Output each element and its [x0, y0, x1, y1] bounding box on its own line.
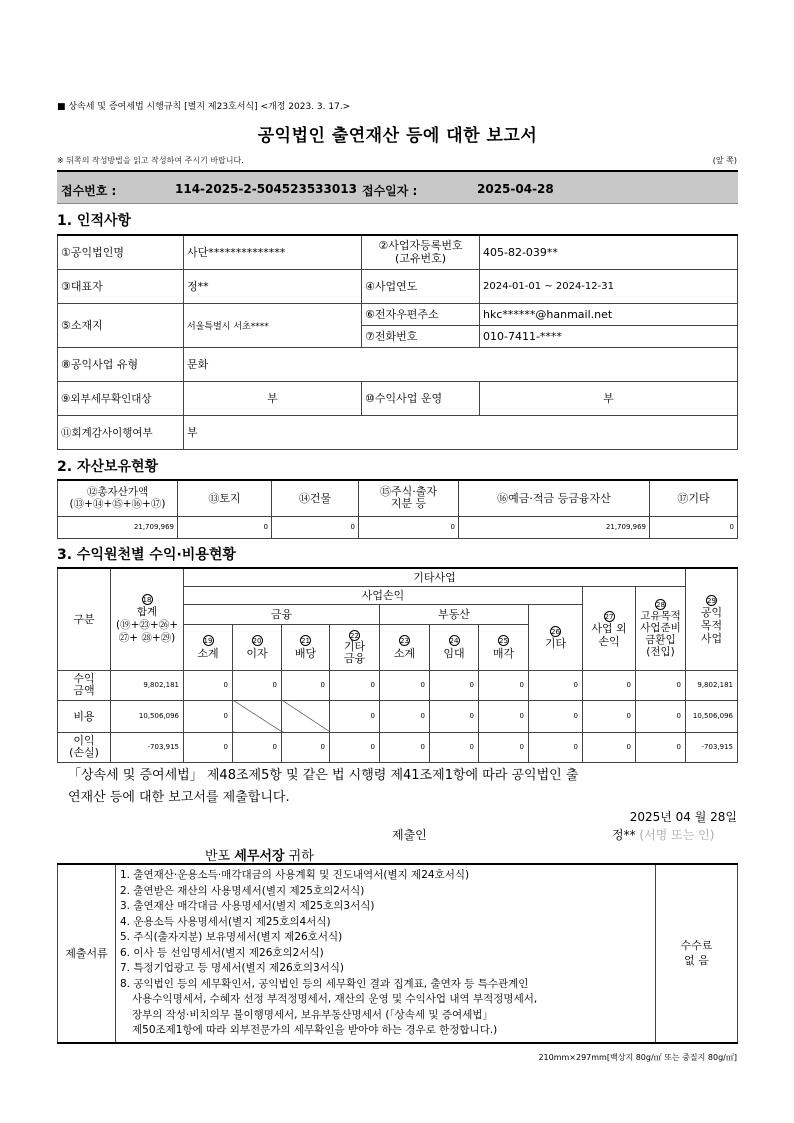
fee-cell: 수수료 없 음: [656, 864, 738, 1043]
address-label: ⑤소재지: [58, 303, 184, 347]
interest-header: 20 이자: [233, 624, 282, 670]
reserve-header: 28 고유목적 사업준비 금환입 (전입): [636, 586, 686, 670]
profit-public: -703,915: [686, 732, 738, 762]
expense-total: 10,506,096: [111, 700, 184, 732]
form-rule: ■ 상속세 및 증여세법 시행규칙 [별지 제23호서식] <개정 2023. 3. 17.>: [57, 102, 351, 112]
building-header: ⑭건물: [272, 480, 359, 516]
profit-cell: 0: [380, 732, 430, 762]
org-name-value: 사단**************: [184, 235, 362, 269]
email-label: ⑥전자우편주소: [362, 303, 480, 325]
document-item: 5. 주식(출자지분) 보유명세서(별지 제26호서식): [120, 931, 343, 943]
rep-label: ③대표자: [58, 269, 184, 303]
revenue-row-label: 수익 금액: [58, 670, 111, 700]
external-check-value: 부: [184, 381, 362, 415]
gubun-header: 구분: [58, 568, 111, 670]
profit-cell: 0: [330, 732, 380, 762]
revenue-cell: 0: [282, 670, 330, 700]
other-business-header: 기타사업: [184, 568, 686, 586]
audit-value: 부: [184, 415, 738, 449]
finance-header: 금융: [184, 604, 380, 624]
phone-label: ⑦전화번호: [362, 325, 480, 347]
revenue-cell: 0: [184, 670, 233, 700]
document-item: 제50조제1항에 따라 외부전문가의 세무확인을 받아야 하는 경우로 한정합니다.): [132, 1024, 498, 1036]
revenue-cell: 0: [430, 670, 479, 700]
revenue-total: 9,802,181: [111, 670, 184, 700]
page-side-label: (앞 쪽): [712, 156, 737, 165]
revenue-cell: 0: [583, 670, 636, 700]
profit-cell: 0: [184, 732, 233, 762]
biz-no-label: ②사업자등록번호 (고유번호): [362, 235, 480, 269]
profit-cell: 0: [282, 732, 330, 762]
document-item: 6. 이사 등 선임명세서(별지 제26호의2서식): [120, 946, 324, 959]
profit-cell: 0: [636, 732, 686, 762]
recipient-office: 세무서장: [234, 849, 285, 864]
biz-no-value: 405-82-039**: [480, 235, 738, 269]
documents-table: [57, 863, 738, 1044]
expense-cell: 0: [583, 700, 636, 732]
receipt-date-label: 접수일자 :: [362, 184, 418, 198]
submit-date: 2025년 04 월 28일: [629, 810, 737, 824]
document-item: 장부의 작성·비치의무 불이행명세서, 보유부동산명세서 (「상속세 및 증여세법」: [132, 1008, 493, 1021]
financial-assets-header: ⑯예금·적금 등금융자산: [459, 480, 650, 516]
income-table: [57, 567, 738, 763]
sale-header: 25 매각: [479, 624, 529, 670]
total-assets-value: 21,709,969: [58, 516, 178, 538]
submitter: [612, 826, 714, 843]
recipient-suffix: 귀하: [288, 849, 314, 864]
address-value: 서울특별시 서초****: [184, 303, 362, 347]
fiscal-year-value: 2024-01-01 ~ 2024-12-31: [480, 269, 738, 303]
building-value: 0: [272, 516, 359, 538]
rep-value: 정**: [184, 269, 362, 303]
profit-biz-label: ⑩수익사업 운영: [362, 381, 480, 415]
land-header: ⑬토지: [178, 480, 272, 516]
profit-cell: 0: [583, 732, 636, 762]
expense-cell: 0: [430, 700, 479, 732]
expense-cell: 0: [184, 700, 233, 732]
document-item: 7. 특정기업광고 등 명세서(별지 제26호의3서식): [120, 962, 345, 974]
paper-spec: 210mm×297mm[백상지 80g/㎡ 또는 중질지 80g/㎡]: [538, 1053, 737, 1062]
other-assets-value: 0: [650, 516, 738, 538]
assets-table: [57, 479, 738, 539]
etc-business-header: 26 기타: [529, 604, 583, 670]
profit-cell: 0: [529, 732, 583, 762]
section-assets-title: 2. 자산보유현황: [57, 459, 159, 475]
submitter-label: 제출인: [392, 828, 427, 842]
external-check-label: ⑨외부세무확인대상: [58, 381, 184, 415]
expense-cell: 0: [330, 700, 380, 732]
profit-biz-value: 부: [480, 381, 738, 415]
revenue-cell: 0: [233, 670, 282, 700]
profit-total: -703,915: [111, 732, 184, 762]
expense-cell: 0: [479, 700, 529, 732]
revenue-public: 9,802,181: [686, 670, 738, 700]
section-personal-title: 1. 인적사항: [57, 213, 132, 229]
receipt-no-value: 114-2025-2-504523533013: [175, 182, 357, 196]
org-name-label: ①공익법인명: [58, 235, 184, 269]
expense-cell: 0: [380, 700, 430, 732]
recipient: [205, 845, 314, 864]
revenue-cell: 0: [529, 670, 583, 700]
documents-label: 제출서류: [58, 864, 116, 1043]
document-item: 1. 출연재산·운용소득·매각대금의 사용계획 및 진도내역서(별지 제24호서식): [120, 869, 470, 881]
stock-value: 0: [359, 516, 459, 538]
non-operating-header: 27 사업 외 손익: [583, 586, 636, 670]
expense-public: 10,506,096: [686, 700, 738, 732]
public-business-header: 29 공익 목적 사업: [686, 568, 738, 670]
receipt-no-label: 접수번호 :: [61, 184, 117, 198]
document-item: 8. 공익법인 등의 세무확인서, 공익법인 등의 세무확인 결과 집계표, 출연자 등 특수관계인: [120, 977, 529, 990]
document-item: 사용수익명세서, 수혜자 선정 부적정명세서, 재산의 운영 및 수익사업 내역 부적정명세서,: [132, 993, 538, 1005]
total-assets-header: ⑫총자산가액 (⑬+⑭+⑮+⑯+⑰): [58, 480, 178, 516]
revenue-cell: 0: [330, 670, 380, 700]
income-total-header: 18 합계 (⑲+㉓+㉖+ ㉗+ ㉘+㉙): [111, 568, 184, 670]
audit-label: ⑪회계감사이행여부: [58, 415, 184, 449]
documents-list: [116, 864, 656, 1043]
fiscal-year-label: ④사업연도: [362, 269, 480, 303]
expense-cell: 0: [636, 700, 686, 732]
instruction-note: ※ 뒤쪽의 작성방법을 읽고 작성하여 주시기 바랍니다.: [57, 156, 244, 165]
personal-info-table: [57, 234, 738, 450]
etc-finance-header: 22 기타 금융: [330, 624, 380, 670]
document-item: 2. 출연받은 재산의 사용명세서(별지 제25호의2서식): [120, 884, 365, 897]
revenue-cell: 0: [479, 670, 529, 700]
section-income-title: 3. 수익원천별 수익·비용현황: [57, 547, 236, 563]
expense-row-label: 비용: [58, 700, 111, 732]
land-value: 0: [178, 516, 272, 538]
re-subtotal-header: 23 소계: [380, 624, 430, 670]
profit-row-label: 이익 (손실): [58, 732, 111, 762]
profit-cell: 0: [233, 732, 282, 762]
revenue-cell: 0: [380, 670, 430, 700]
form-title: 공익법인 출연재산 등에 대한 보고서: [257, 126, 538, 146]
expense-cell: 0: [529, 700, 583, 732]
signature-placeholder: (서명 또는 인): [639, 828, 715, 842]
stock-header: ⑮주식·출자 지분 등: [359, 480, 459, 516]
expense-na-cell: [233, 700, 282, 732]
email-value: hkc******@hanmail.net: [480, 303, 738, 325]
fin-subtotal-header: 19 소계: [184, 624, 233, 670]
declaration-text: 「상속세 및 증여세법」 제48조제5항 및 같은 법 시행령 제41조제1항에 따라 공익법인 출 연재산 등에 대한 보고서를 제출합니다.: [68, 768, 579, 805]
profit-cell: 0: [430, 732, 479, 762]
profit-cell: 0: [479, 732, 529, 762]
document-item: 4. 운용소득 사용명세서(별지 제25호의4서식): [120, 915, 331, 928]
financial-assets-value: 21,709,969: [459, 516, 650, 538]
recipient-prefix: 반포: [205, 849, 231, 864]
real-estate-header: 부동산: [380, 604, 529, 624]
biz-type-label: ⑧공익사업 유형: [58, 347, 184, 381]
receipt-date-value: 2025-04-28: [477, 182, 554, 196]
revenue-cell: 0: [636, 670, 686, 700]
business-profit-header: 사업손익: [184, 586, 583, 604]
expense-na-cell: [282, 700, 330, 732]
receipt-bar: [57, 170, 738, 204]
phone-value: 010-7411-****: [480, 325, 738, 347]
document-item: 3. 출연재산 매각대금 사용명세서(별지 제25호의3서식): [120, 900, 375, 912]
dividend-header: 21 배당: [282, 624, 330, 670]
submitter-name: 정**: [612, 828, 636, 842]
biz-type-value: 문화: [184, 347, 738, 381]
other-assets-header: ⑰기타: [650, 480, 738, 516]
rent-header: 24 임대: [430, 624, 479, 670]
